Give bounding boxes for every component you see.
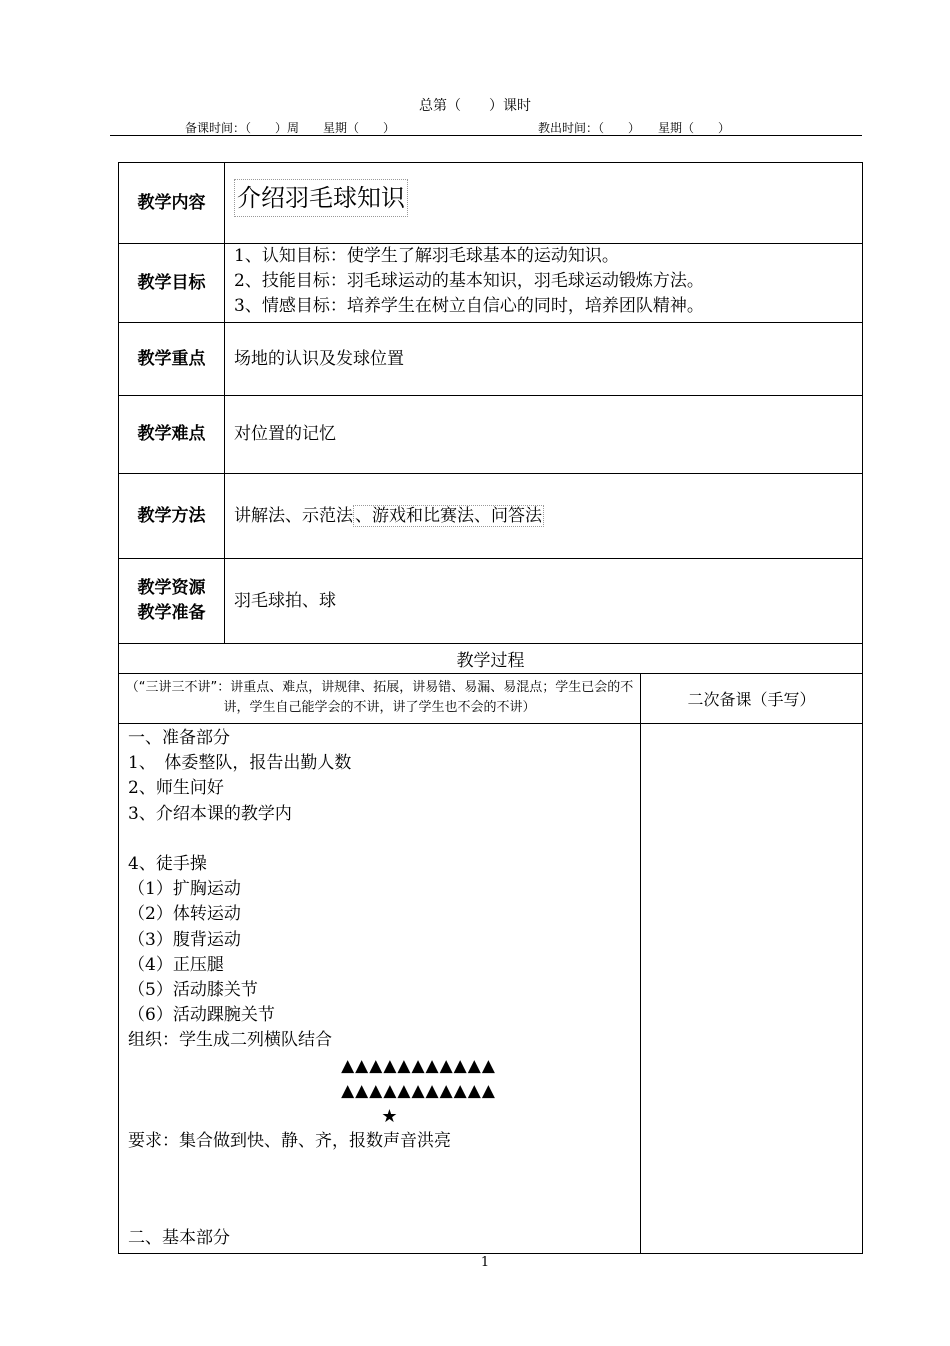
- label-methods: 教学方法: [119, 474, 225, 558]
- difficulties-value: 对位置的记忆: [234, 424, 336, 444]
- methods-value: 讲解法、示范法 、游戏和比赛法、问答法: [234, 505, 542, 526]
- section-2-heading: 二、基本部分: [128, 1227, 230, 1248]
- process-header-row: [119, 674, 862, 724]
- resources-value: 羽毛球拍、球: [234, 590, 336, 611]
- label-key-points: 教学重点: [119, 323, 225, 395]
- process-line: 2、师生问好: [128, 778, 224, 799]
- label-content: 教学内容: [119, 163, 225, 243]
- row-content: [119, 163, 862, 244]
- process-note: （“三讲三不讲”：讲重点、难点，讲规律、拓展，讲易错、易漏、易混点；学生已会的不讲，学生自己能学会的不讲，讲了学生也不会的不讲）: [125, 680, 634, 715]
- process-line: 1、 体委整队，报告出勤人数: [128, 753, 352, 774]
- second-prep-area: [641, 724, 862, 1253]
- header-divider: [110, 135, 862, 136]
- process-line: [128, 827, 640, 852]
- label-difficulties: 教学难点: [119, 396, 225, 473]
- process-line: （4）正压腿: [128, 954, 224, 975]
- key-points-value: 场地的认识及发球位置: [234, 348, 404, 369]
- row-difficulties: [119, 396, 862, 474]
- process-body-row: [119, 724, 862, 1253]
- process-line: 组织：学生成二列横队结合: [128, 1030, 332, 1051]
- goals-list: [225, 244, 862, 322]
- row-key-points: [119, 323, 862, 396]
- label-goals: 教学目标: [119, 244, 225, 322]
- page-number: 1: [480, 1255, 490, 1270]
- process-line: 一、准备部分: [128, 728, 230, 748]
- row-resources: [119, 559, 862, 644]
- prep-time: 备课时间：（ ）周 星期（ ）: [185, 121, 396, 135]
- label-resources: 教学资源 教学准备: [119, 559, 225, 643]
- process-line: 4、徒手操: [128, 854, 207, 874]
- requirement-line: 要求：集合做到快、静、齐，报数声音洪亮: [128, 1130, 451, 1151]
- lesson-plan-table: [118, 162, 863, 1254]
- process-title: 教学过程: [119, 644, 862, 674]
- second-prep-header: 二次备课（手写）: [687, 690, 816, 709]
- process-line: （6）活动踝腕关节: [128, 1005, 275, 1026]
- process-line: （1）扩胸运动: [128, 879, 241, 900]
- process-line: （2）体转运动: [128, 904, 241, 925]
- teacher-star-icon: ★: [381, 1105, 398, 1127]
- row-goals: [119, 244, 862, 323]
- process-line: 3、介绍本课的教学内: [128, 803, 292, 824]
- formation-row-1: ▲▲▲▲▲▲▲▲▲▲▲: [341, 1055, 496, 1076]
- formation-row-2: ▲▲▲▲▲▲▲▲▲▲▲: [341, 1080, 496, 1101]
- row-methods: [119, 474, 862, 559]
- teach-time: 教出时间：（ ） 星期（ ）: [538, 121, 731, 135]
- process-line: （3）腹背运动: [128, 929, 241, 950]
- lesson-count-title: 总第（ ）课时: [419, 98, 531, 114]
- lesson-title: 介绍羽毛球知识: [234, 179, 408, 217]
- process-line: （5）活动膝关节: [128, 980, 258, 1001]
- process-content: [119, 724, 641, 1253]
- goal-item: 2、技能目标：羽毛球运动的基本知识，羽毛球运动锻炼方法。: [234, 271, 704, 291]
- goal-item: 1、认知目标：使学生了解羽毛球基本的运动知识。: [234, 246, 619, 266]
- goal-item: 3、情感目标：培养学生在树立自信心的同时，培养团队精神。: [234, 296, 704, 316]
